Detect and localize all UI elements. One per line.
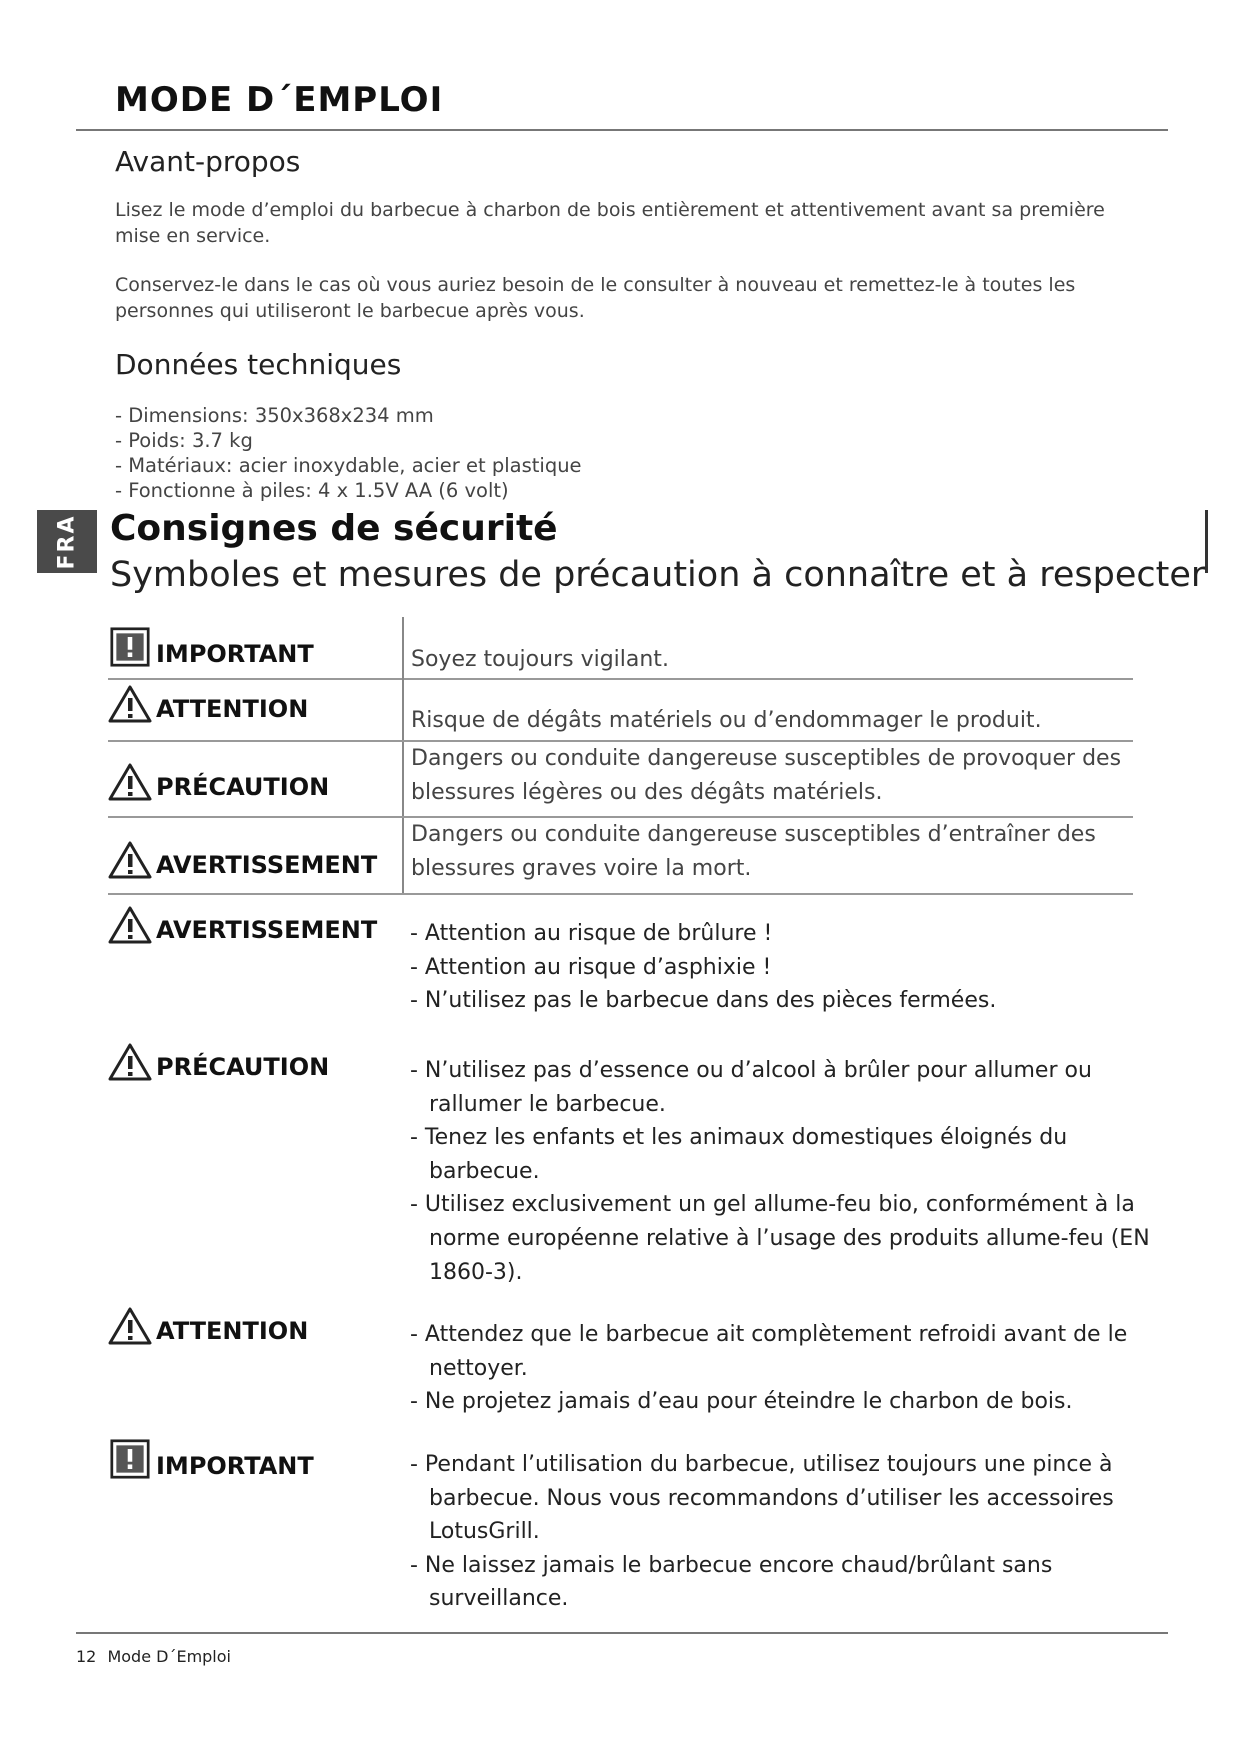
technical-item: - Fonctionne à piles: 4 x 1.5V AA (6 volt): [115, 479, 509, 502]
footer-divider: [76, 1632, 1168, 1634]
technical-heading: Données techniques: [115, 348, 402, 381]
symbol-description: Dangers ou conduite dangereuse susceptibles d’entraîner des blessures graves voire la mort.: [411, 822, 1096, 881]
list-item: - Tenez les enfants et les animaux domestiques éloignés du barbecue.: [410, 1125, 1068, 1184]
section-label: PRÉCAUTION: [156, 1053, 330, 1081]
section-list: [410, 1054, 1170, 1289]
section-label: ATTENTION: [156, 1317, 309, 1345]
list-item: - Attendez que le barbecue ait complètement refroidi avant de le nettoyer.: [410, 1322, 1128, 1381]
list-item: - Attention au risque d’asphixie !: [410, 954, 772, 980]
list-item: - Utilisez exclusivement un gel allume-feu bio, conformément à la norme européenne relative à l’usage des produits allume-feu (EN 1860-3).: [410, 1192, 1150, 1285]
symbol-label-cell: [108, 626, 314, 668]
section-list: [410, 1448, 1170, 1616]
symbol-label: ATTENTION: [156, 695, 309, 723]
section-label-cell: [108, 1042, 329, 1082]
section-label-cell: [108, 1438, 314, 1480]
exclamation-box-icon: [108, 1439, 152, 1479]
list-item: - N’utilisez pas le barbecue dans des pièces fermées.: [410, 988, 997, 1014]
technical-list: [115, 403, 582, 503]
section-label-cell: [108, 905, 377, 945]
section-list: [410, 1318, 1170, 1419]
warning-triangle-icon: [108, 905, 152, 945]
warning-triangle-icon: [108, 1042, 152, 1082]
page-title: MODE D´EMPLOI: [115, 80, 444, 120]
section-label: IMPORTANT: [156, 1452, 314, 1480]
list-item: - Ne laissez jamais le barbecue encore chaud/brûlant sans surveillance.: [410, 1552, 1053, 1612]
section-label: AVERTISSEMENT: [156, 916, 378, 944]
technical-item: - Matériaux: acier inoxydable, acier et plastique: [115, 454, 582, 477]
safety-heading: Consignes de sécurité: [110, 508, 558, 549]
symbol-label-cell: [108, 684, 308, 724]
symbol-description: Soyez toujours vigilant.: [411, 647, 669, 672]
symbol-label-cell: [108, 762, 329, 802]
margin-marker: [1205, 510, 1208, 573]
language-tab: [37, 510, 97, 573]
footer-label: Mode D´Emploi: [107, 1647, 231, 1666]
symbol-description: Dangers ou conduite dangereuse susceptibles de provoquer des blessures légères ou des dégâts matériels.: [411, 746, 1122, 805]
list-item: - Ne projetez jamais d’eau pour éteindre le charbon de bois.: [410, 1389, 1073, 1415]
row-divider: [404, 678, 1133, 680]
section-list: [410, 917, 1170, 1018]
exclamation-box-icon: [108, 627, 152, 667]
technical-item: - Dimensions: 350x368x234 mm: [115, 404, 434, 427]
warning-triangle-icon: [108, 762, 152, 802]
symbol-label-cell: [108, 840, 377, 880]
technical-item: - Poids: 3.7 kg: [115, 429, 253, 452]
row-divider: [108, 893, 1133, 895]
header-divider: [76, 129, 1168, 131]
row-divider: [108, 678, 402, 680]
symbol-label: AVERTISSEMENT: [156, 851, 378, 879]
foreword-heading: Avant-propos: [115, 145, 301, 178]
safety-subheading: Symboles et mesures de précaution à connaître et à respecter: [110, 555, 1206, 595]
section-label-cell: [108, 1306, 308, 1346]
foreword-paragraph-2: Conservez-le dans le cas où vous auriez besoin de le consulter à nouveau et remettez-le à toutes les personnes qui utiliseront le barbecue après vous.: [115, 274, 1076, 322]
page-footer: [76, 1647, 231, 1666]
list-item: - Pendant l’utilisation du barbecue, utilisez toujours une pince à barbecue. Nous vous recommandons d’utiliser les accessoires LotusGrill.: [410, 1452, 1114, 1545]
symbol-label: IMPORTANT: [156, 640, 314, 668]
list-item: - Attention au risque de brûlure !: [410, 921, 773, 946]
page-number: 12: [76, 1647, 97, 1666]
warning-triangle-icon: [108, 840, 152, 880]
language-tab-label: FRA: [54, 514, 80, 569]
warning-triangle-icon: [108, 684, 152, 724]
symbol-description: Risque de dégâts matériels ou d’endommager le produit.: [411, 708, 1042, 733]
warning-triangle-icon: [108, 1306, 152, 1346]
table-column-divider: [402, 617, 404, 895]
list-item: - N’utilisez pas d’essence ou d’alcool à brûler pour allumer ou rallumer le barbecue.: [410, 1058, 1092, 1117]
foreword-paragraph-1: Lisez le mode d’emploi du barbecue à charbon de bois entièrement et attentivement avant sa première mise en service.: [115, 199, 1105, 247]
symbol-label: PRÉCAUTION: [156, 773, 330, 801]
